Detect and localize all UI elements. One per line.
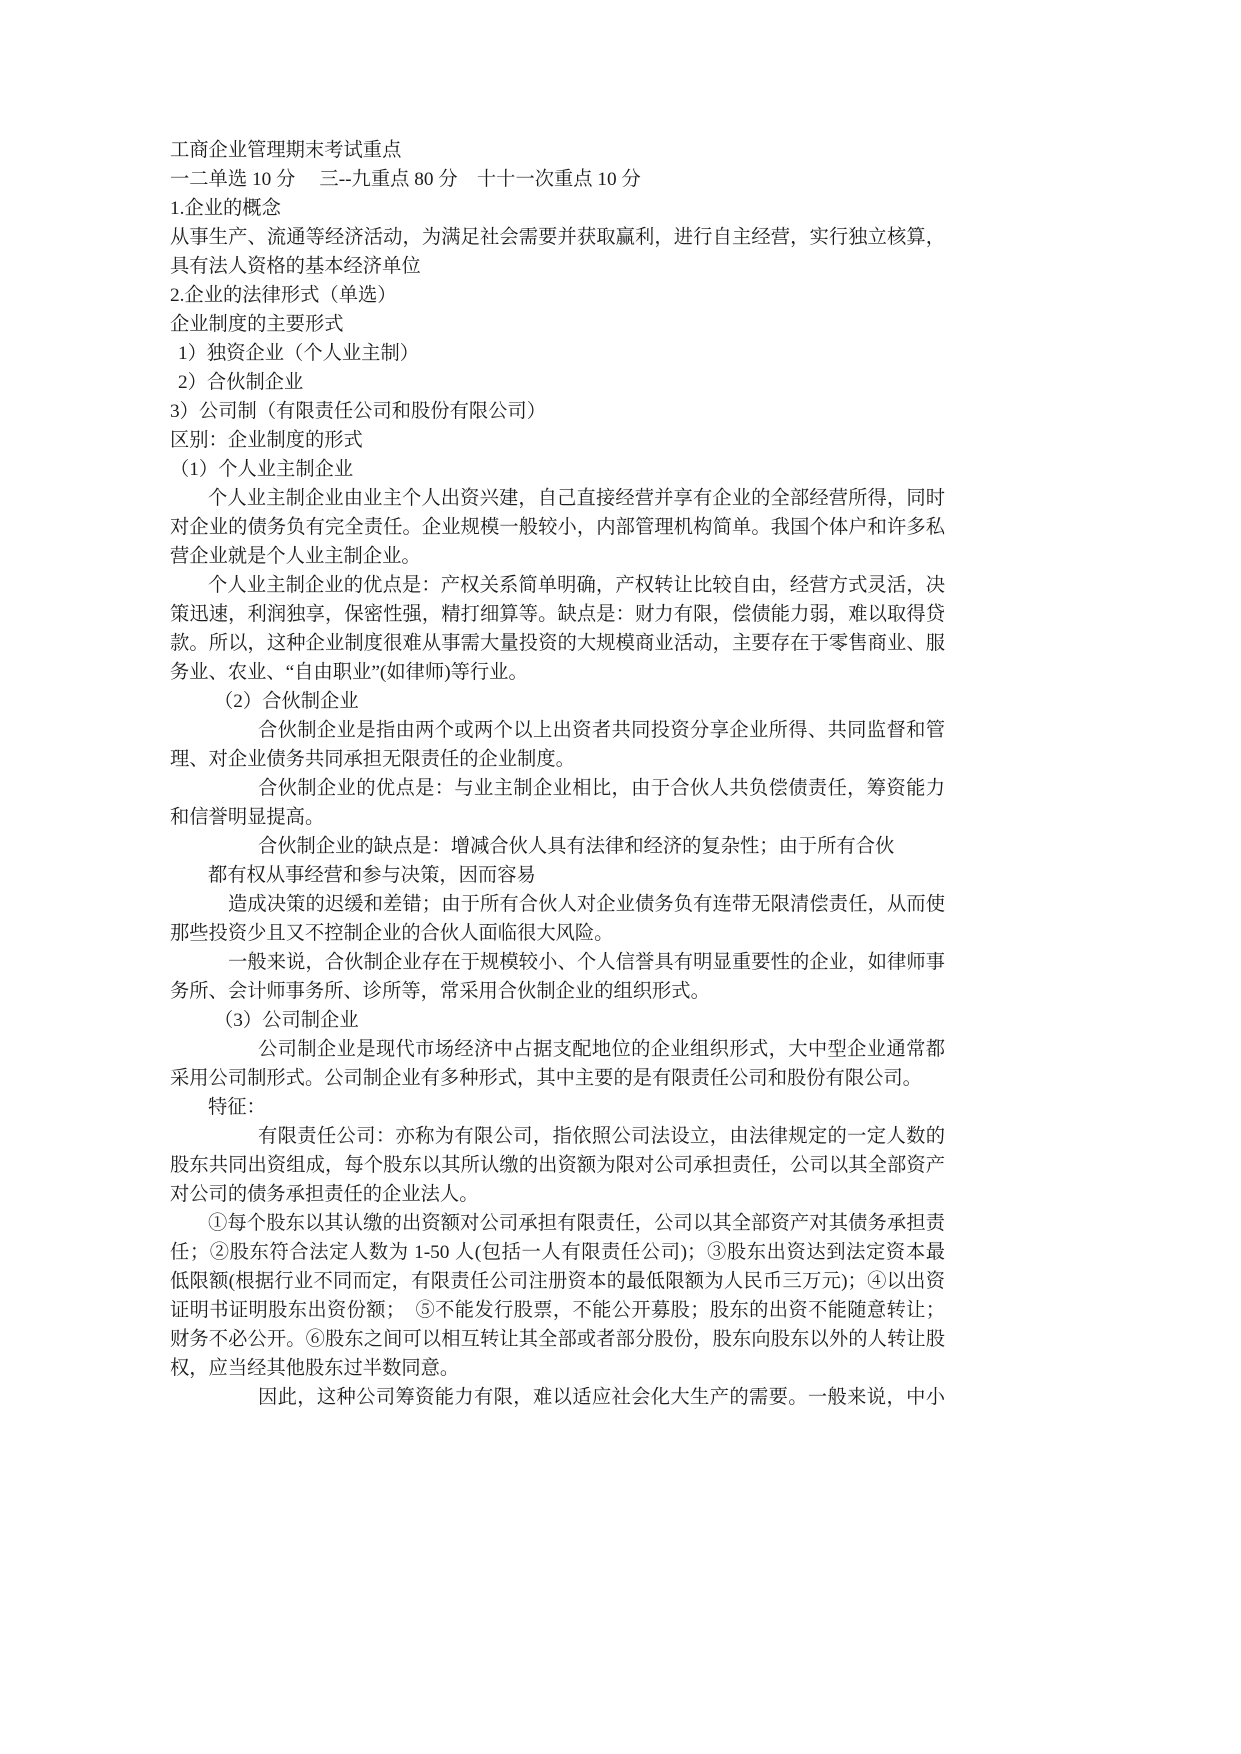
- paragraph-line: 有限责任公司：亦称为有限公司，指依照公司法设立，由法律规定的一定人数的: [258, 1126, 945, 1147]
- paragraph-line: 个人业主制企业的优点是：产权关系简单明确，产权转让比较自由，经营方式灵活，决: [208, 575, 945, 596]
- paragraph-line: 公司制企业是现代市场经济中占据支配地位的企业组织形式，大中型企业通常都: [258, 1039, 945, 1060]
- section-heading: 1.企业的概念: [170, 198, 281, 219]
- paragraph-line: 务业、农业、“自由职业”(如律师)等行业。: [170, 662, 528, 683]
- score-summary: 一二单选 10 分 三--九重点 80 分 十十一次重点 10 分: [170, 169, 641, 190]
- paragraph-line: 一般来说，合伙制企业存在于规模较小、个人信誉具有明显重要性的企业，如律师事: [228, 952, 945, 973]
- subsection-heading: （3）公司制企业: [214, 1010, 359, 1031]
- subheading: 企业制度的主要形式: [170, 314, 344, 335]
- paragraph-line: 合伙制企业的优点是：与业主制企业相比，由于合伙人共负偿债责任，筹资能力: [258, 778, 945, 799]
- paragraph-line: 务所、会计师事务所、诊所等，常采用合伙制企业的组织形式。: [170, 981, 710, 1002]
- list-item: 3）公司制（有限责任公司和股份有限公司）: [170, 401, 546, 422]
- paragraph-line: 具有法人资格的基本经济单位: [170, 256, 421, 277]
- paragraph-line: 权，应当经其他股东过半数同意。: [170, 1358, 460, 1379]
- paragraph-line: 策迅速，利润独享，保密性强，精打细算等。缺点是：财力有限，偿债能力弱，难以取得贷: [170, 604, 945, 625]
- paragraph-line: 对公司的债务承担责任的企业法人。: [170, 1184, 479, 1205]
- list-item: 2）合伙制企业: [178, 372, 304, 393]
- paragraph-line: 因此，这种公司筹资能力有限，难以适应社会化大生产的需要。一般来说，中小: [258, 1387, 945, 1408]
- paragraph-line: 款。所以，这种企业制度很难从事需大量投资的大规模商业活动，主要存在于零售商业、服: [170, 633, 945, 654]
- subsection-heading: （2）合伙制企业: [214, 691, 359, 712]
- paragraph-line: 造成决策的迟缓和差错；由于所有合伙人对企业债务负有连带无限清偿责任，从而使: [228, 894, 945, 915]
- paragraph-line: 从事生产、流通等经济活动，为满足社会需要并获取赢利，进行自主经营，实行独立核算，: [170, 227, 945, 248]
- paragraph-line: 合伙制企业的缺点是：增减合伙人具有法律和经济的复杂性；由于所有合伙: [258, 836, 895, 857]
- document-body: [170, 136, 945, 1412]
- paragraph-line: 证明书证明股东出资份额； ⑤不能发行股票，不能公开募股；股东的出资不能随意转让；: [170, 1300, 945, 1321]
- list-item: 1）独资企业（个人业主制）: [178, 343, 420, 364]
- paragraph-line: 个人业主制企业由业主个人出资兴建，自己直接经营并享有企业的全部经营所得，同时: [208, 488, 945, 509]
- subheading: 特征：: [208, 1097, 266, 1118]
- subheading: 区别：企业制度的形式: [170, 430, 363, 451]
- paragraph-line: 股东共同出资组成，每个股东以其所认缴的出资额为限对公司承担责任，公司以其全部资产: [170, 1155, 945, 1176]
- paragraph-line: 营企业就是个人业主制企业。: [170, 546, 421, 567]
- paragraph-line: 合伙制企业是指由两个或两个以上出资者共同投资分享企业所得、共同监督和管: [258, 720, 945, 741]
- paragraph-line: 对企业的债务负有完全责任。企业规模一般较小，内部管理机构简单。我国个体户和许多私: [170, 517, 945, 538]
- section-heading: 2.企业的法律形式（单选）: [170, 285, 397, 306]
- paragraph-line: 理、对企业债务共同承担无限责任的企业制度。: [170, 749, 575, 770]
- paragraph-line: 财务不必公开。⑥股东之间可以相互转让其全部或者部分股份，股东向股东以外的人转让股: [170, 1329, 945, 1350]
- paragraph-line: 那些投资少且又不控制企业的合伙人面临很大风险。: [170, 923, 614, 944]
- paragraph-line: ①每个股东以其认缴的出资额对公司承担有限责任，公司以其全部资产对其债务承担责: [208, 1213, 945, 1234]
- paragraph-line: 采用公司制形式。公司制企业有多种形式，其中主要的是有限责任公司和股份有限公司。: [170, 1068, 922, 1089]
- paragraph-line: 任；②股东符合法定人数为 1-50 人(包括一人有限责任公司)；③股东出资达到法定资本最: [170, 1242, 945, 1263]
- document-title: 工商企业管理期末考试重点: [170, 140, 402, 161]
- subsection-heading: （1）个人业主制企业: [170, 459, 354, 480]
- paragraph-line: 低限额(根据行业不同而定，有限责任公司注册资本的最低限额为人民币三万元)；④以出资: [170, 1271, 945, 1292]
- paragraph-line: 都有权从事经营和参与决策，因而容易: [208, 865, 536, 886]
- paragraph-line: 和信誉明显提高。: [170, 807, 325, 828]
